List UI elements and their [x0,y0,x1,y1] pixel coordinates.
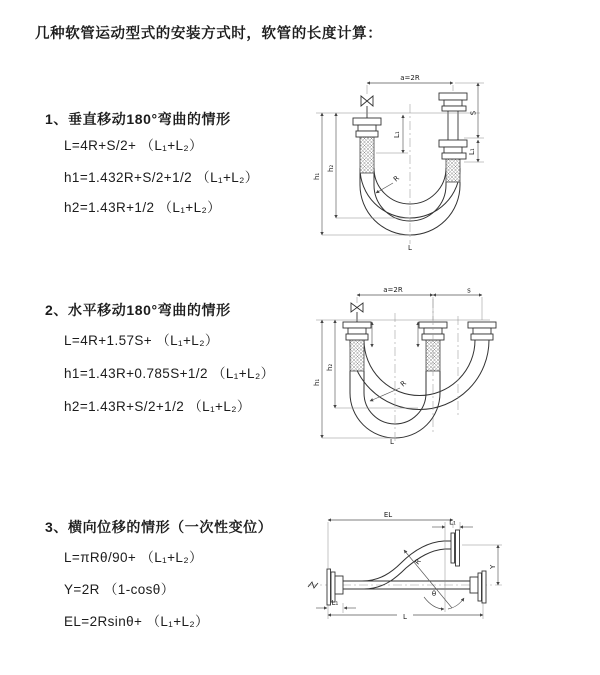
dim-label-shift: s [467,286,471,295]
section-2-heading: 2、水平移动180°弯曲的情形 [45,302,231,318]
right-pipe-fitting [468,322,496,340]
dim-label-length: L [403,613,407,621]
dim-label-h2: h₂ [327,164,335,172]
section-1-formula-L: L=4R+S/2+ （L₁+L₂） [64,138,203,153]
dimension-shift-s [433,287,482,296]
dimension-el [328,511,453,568]
section-1-formula-h2: h2=1.43R+1/2 （L₁+L₂） [64,200,222,215]
dim-label-radius: R [413,557,423,567]
dim-label-l1-left: L₁ [393,131,401,138]
dim-label-h1: h₁ [313,172,321,180]
dimension-l1-bottom [316,599,356,613]
dim-label-h2: h₂ [326,363,334,371]
section-2-formula-L: L=4R+1.57S+ （L₁+L₂） [64,333,219,348]
diagram-horizontal-180-bend [312,283,590,455]
dim-label-l1-right: L₁ [468,148,476,155]
dim-label-radius: R [391,174,401,184]
page-title: 几种软管运动型式的安装方式时，软管的长度计算： [35,26,383,42]
dimension-a2r [357,286,433,295]
right-pipe-upper-position [439,93,467,111]
diagram-vertical-180-bend [312,72,590,257]
right-pipe-lower-position [439,140,467,159]
dim-label-l1-top: L₁ [449,518,456,527]
left-pipe-fitting [343,322,371,340]
dim-label-radius: R [398,379,408,389]
section-2-formula-h1: h1=1.43R+0.785S+1/2 （L₁+L₂） [64,366,275,381]
radius-callout [376,174,401,193]
section-3-formula-Y: Y=2R （1-cosθ） [64,582,175,597]
section-2-formula-h2: h2=1.43R+S/2+1/2 （L₁+L₂） [64,399,251,414]
section-3-heading: 3、横向位移的情形（一次性变位） [45,519,273,535]
hose-u-bend [350,340,489,438]
centerline-break-mark [308,582,318,588]
left-pipe-fitting [353,118,381,137]
section-3-formula-EL: EL=2Rsinθ+ （L₁+L₂） [64,614,209,629]
section-1-heading: 1、垂直移动180°弯曲的情形 [45,111,231,127]
dim-label-span: a=2R [383,286,403,294]
dim-label-angle: θ [431,590,437,598]
s-curved-hose-displaced-position [343,541,451,589]
dim-label-el: EL [383,511,393,519]
dim-label-stroke: S [469,110,478,116]
angle-theta [424,590,464,609]
section-1-formula-h1: h1=1.432R+S/2+1/2 （L₁+L₂） [64,170,259,185]
valve-icon [361,96,373,118]
dim-label-l1-bottom: L₁ [331,599,339,607]
dim-label-span: a=2R [400,74,420,82]
valve-icon [351,303,363,322]
diagram-lateral-displacement [300,505,590,650]
upper-flange-displaced [451,530,460,566]
radius-callout [370,379,408,401]
dim-label-offset: Y [489,564,497,569]
dim-label-length: L [390,438,394,446]
dimension-l [328,602,483,621]
dim-label-length: L [408,244,412,252]
dimension-a2r [367,74,453,94]
dim-label-h1: h₁ [313,378,321,386]
section-3-formula-L: L=πRθ/90+ （L₁+L₂） [64,550,203,565]
right-flange-original [470,571,486,603]
